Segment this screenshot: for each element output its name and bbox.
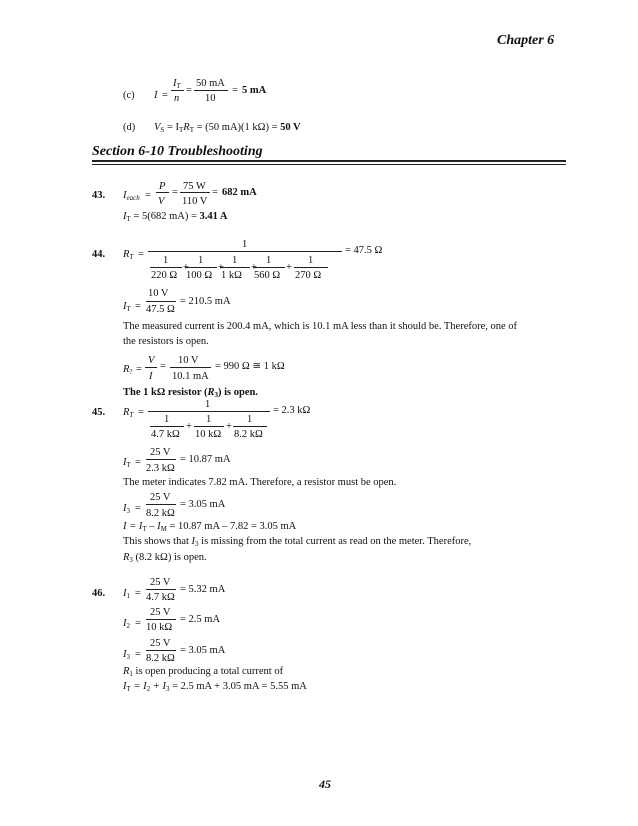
p46-row-2-bar (146, 619, 176, 620)
p46-row-2-den: 10 kΩ (146, 622, 173, 633)
p44-r-f1-den: I (149, 371, 153, 382)
p44-den-num-4: 1 (266, 255, 272, 266)
p46-row-1-den: 4.7 kΩ (146, 592, 175, 603)
p44-it-result: = 210.5 mA (180, 296, 231, 307)
p46-row-2-result: = 2.5 mA (180, 614, 221, 625)
p45-text2: This shows that I3 is missing from the total current as read on the meter. Therefore, (123, 536, 472, 548)
p44-text1: The measured current is 200.4 mA, which is 10.1 mA less than it should be. Therefore, one of (123, 321, 518, 332)
p45-i3-den: 8.2 kΩ (146, 508, 175, 519)
p45-den-plus-2: + (226, 421, 232, 432)
p44-it-bar (146, 301, 176, 302)
p45-it-num: 25 V (150, 447, 171, 458)
p45-text3: R3 (8.2 kΩ) is open. (123, 552, 207, 564)
p46-row-3-result: = 3.05 mA (180, 645, 226, 656)
p45-it-eq: = (135, 457, 141, 468)
p44-r-f2-num: 10 V (178, 355, 199, 366)
section-title: Section 6-10 Troubleshooting (92, 144, 263, 159)
p44-den-den-2: 100 Ω (186, 270, 213, 281)
p43-eq: = (145, 190, 151, 201)
p44-it-den: 47.5 Ω (146, 304, 175, 315)
p44-r-eq: = (136, 364, 142, 375)
p44-den-plus-1: + (183, 262, 189, 273)
part-c-I: I (154, 90, 158, 101)
p43-eq2: = (172, 187, 178, 198)
p45-it-result: = 10.87 mA (180, 454, 231, 465)
p46-row-2-lhs: I2 (123, 618, 130, 630)
p43-frac2-bar (180, 192, 210, 193)
part-c-frac1-den: n (174, 93, 180, 104)
p44-den-bar-2 (185, 267, 217, 268)
part-d-expression: VS = ITRT = (50 mA)(1 kΩ) = 50 V (154, 122, 301, 134)
problem-45-number: 45. (92, 407, 106, 418)
p44-result: = 47.5 Ω (345, 245, 383, 256)
p44-text2: the resistors is open. (123, 336, 209, 347)
p46-row-1-num: 25 V (150, 577, 171, 588)
part-c-frac2-bar (194, 90, 228, 91)
p45-den-bar-2 (194, 426, 224, 427)
p43-frac2-den: 110 V (182, 196, 208, 207)
p44-den-plus-4: + (286, 262, 292, 273)
p45-den-bar-3 (233, 426, 267, 427)
p43-frac1-num: P (159, 181, 166, 192)
part-c-frac1-bar (171, 90, 184, 91)
p46-row-3-bar (146, 650, 176, 651)
p45-result: = 2.3 kΩ (273, 405, 311, 416)
p44-r-f1-bar (145, 367, 157, 368)
p46-row-3-lhs: I3 (123, 649, 130, 661)
p44-den-den-1: 220 Ω (151, 270, 178, 281)
p46-row-3-den: 8.2 kΩ (146, 653, 175, 664)
p45-den-den-1: 4.7 kΩ (151, 429, 180, 440)
p43-result: 682 mA (222, 187, 257, 198)
p46-text1: R1 is open producing a total current of (123, 666, 284, 678)
p46-row-2-eq: = (135, 618, 141, 629)
p45-den-num-1: 1 (164, 414, 170, 425)
p44-den-num-1: 1 (163, 255, 169, 266)
p44-it: IT (123, 301, 131, 313)
p45-it: IT (123, 457, 131, 469)
chapter-header: Chapter 6 (497, 33, 555, 48)
p45-den-bar-1 (150, 426, 184, 427)
p45-main-bar (148, 411, 270, 412)
p43-eq3: = (212, 187, 218, 198)
p45-den-den-2: 10 kΩ (195, 429, 222, 440)
p44-r-f1-num: V (148, 355, 155, 366)
p45-den-den-3: 8.2 kΩ (234, 429, 263, 440)
p44-den-plus-2: + (218, 262, 224, 273)
p44-it-eq: = (135, 301, 141, 312)
p45-eq: = (138, 407, 144, 418)
p43-frac1-bar (156, 192, 169, 193)
p44-main-bar (148, 251, 342, 252)
problem-44-number: 44. (92, 249, 106, 260)
p43-frac2-num: 75 W (183, 181, 206, 192)
p43-frac1-den: V (158, 196, 165, 207)
part-c-eq: = (162, 90, 168, 101)
part-d-label: (d) (123, 122, 136, 133)
p46-row-3-eq: = (135, 649, 141, 660)
p44-eq: = (138, 249, 144, 260)
p46-total-line: IT = I2 + I3 = 2.5 mA + 3.05 mA = 5.55 mA (123, 681, 307, 693)
p44-den-den-5: 270 Ω (295, 270, 322, 281)
p46-row-1-bar (146, 589, 176, 590)
p45-it-bar (146, 459, 176, 460)
problem-43-number: 43. (92, 190, 106, 201)
part-c-label: (c) (123, 90, 135, 101)
part-c-frac2-den: 10 (205, 93, 216, 104)
p44-r-result: = 990 Ω ≅ 1 kΩ (215, 361, 285, 372)
problem-46-number: 46. (92, 588, 106, 599)
p43-line2: IT = 5(682 mA) = 3.41 A (123, 211, 228, 223)
part-c-result: 5 mA (242, 85, 267, 96)
p46-row-3-num: 25 V (150, 638, 171, 649)
p45-it-den: 2.3 kΩ (146, 463, 175, 474)
p44-one: 1 (242, 239, 248, 250)
p44-r-eq2: = (160, 361, 166, 372)
p44-den-plus-3: + (251, 262, 257, 273)
p45-i3: I3 (123, 503, 130, 515)
p44-den-bar-5 (294, 267, 328, 268)
p44-den-bar-3 (220, 267, 250, 268)
p45-rt: RT (123, 407, 134, 419)
p44-den-num-2: 1 (198, 255, 204, 266)
p46-row-1-result: = 5.32 mA (180, 584, 226, 595)
p45-equation-line: I = IT – IM = 10.87 mA – 7.82 = 3.05 mA (123, 521, 297, 533)
p44-den-bar-4 (253, 267, 285, 268)
p45-i3-num: 25 V (150, 492, 171, 503)
p44-den-num-5: 1 (308, 255, 314, 266)
p46-row-1-lhs: I1 (123, 588, 130, 600)
p45-den-num-3: 1 (247, 414, 253, 425)
page-number: 45 (319, 777, 331, 791)
p44-den-den-4: 560 Ω (254, 270, 281, 281)
p45-den-num-2: 1 (206, 414, 212, 425)
p45-i3-bar (146, 504, 176, 505)
p44-r-f2-den: 10.1 mA (172, 371, 209, 382)
p45-i3-result: = 3.05 mA (180, 499, 226, 510)
p44-den-bar-1 (150, 267, 182, 268)
p46-row-2-num: 25 V (150, 607, 171, 618)
section-rule-thin (92, 164, 566, 165)
p45-den-plus-1: + (186, 421, 192, 432)
p45-text1: The meter indicates 7.82 mA. Therefore, a resistor must be open. (123, 477, 397, 488)
part-c-eq3: = (232, 85, 238, 96)
p44-conclusion: The 1 kΩ resistor (R3) is open. (123, 387, 258, 399)
part-c-frac2-num: 50 mA (196, 78, 225, 89)
p44-r-lhs: R? (123, 364, 133, 376)
p46-row-1-eq: = (135, 588, 141, 599)
p44-den-den-3: 1 kΩ (221, 270, 242, 281)
p45-one: 1 (205, 399, 211, 410)
p44-r-f2-bar (170, 367, 211, 368)
p44-den-num-3: 1 (232, 255, 238, 266)
p44-it-num: 10 V (148, 288, 169, 299)
p43-lhs: Ieach (123, 190, 140, 202)
part-c-frac1-num: IT (173, 78, 181, 90)
section-rule-thick (92, 160, 566, 162)
p44-rt: RT (123, 249, 134, 261)
part-c-eq2: = (186, 85, 192, 96)
p45-i3-eq: = (135, 503, 141, 514)
